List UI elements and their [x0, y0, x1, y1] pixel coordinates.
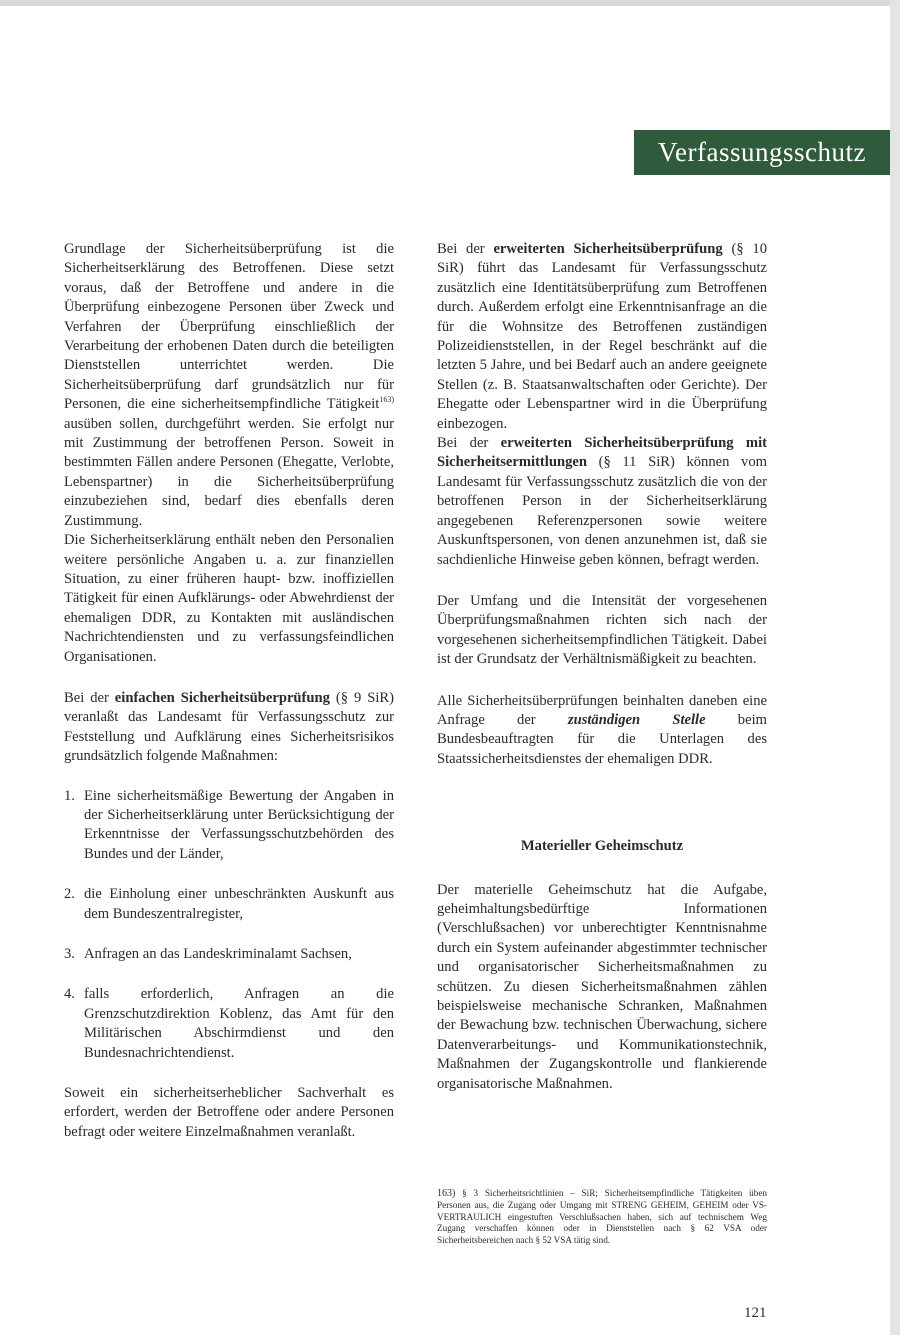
paragraph-erweiterte-pruefung: Bei der erweiterten Sicherheitsüberprüfung (§ 10 SiR) führt das Landesamt für Verfassungsschutz zusätzlich eine Identitätsüberprüfung zum Betroffenen durch. Außerdem erfolgt eine Erkenntnisanfrage an die für die Wohnsitze des Betroffenen zuständigen Polizeidienststellen, in der Regel beschränkt auf die letzten 5 Jahre, und bei Bedarf auch an andere geeignete Stellen (z. B. Staatsanwaltschaften oder Gerichte). Der Ehegatte oder Lebenspartner wird in die Überprüfung einbezogen.	[437, 241, 767, 432]
subheading-materieller-geheimschutz: Materieller Geheimschutz	[520, 838, 684, 855]
paragraph-sicherheitserklaerung: Grundlage der Sicherheitsüberprüfung ist die Sicherheitserklärung des Betroffenen. Diese setzt voraus, daß der Betroffene und andere in die Überprüfung einbezogene Personen über Zweck und Verfahren der Überprüfung einschließlich der Verarbeitung der erhobenen Daten durch die beteiligten Dienststellen unterrichtet werden. Die Sicherheitsüberprüfung darf grundsätzlich nur für Personen, die eine sicherheitsempfindliche Tätigkeit$^{163)}$ ausüben sollen, durchgeführt werden. Sie erfolgt nur mit Zustimmung der betroffenen Person. Soweit in bestimmten Fällen andere Personen (Ehegatte, Verlobte, Lebenspartner) in die Sicherheitsüberprüfung einzubeziehen sind, bedarf dies ebenfalls deren Zustimmung.	[64, 241, 394, 529]
paragraph-angaben: Die Sicherheitserklärung enthält neben den Personalien weitere persönliche Angaben u. a. zur finanziellen Situation, zu einer früheren haupt- bzw. inoffiziellen Tätigkeit für einen Aufklärungs- oder Abwehrdienst der ehemaligen DDR, zu Kontakten mit ausländischen Nachrichtendiensten und zu verfassungsfeindlichen Organisationen.	[64, 532, 394, 665]
page-number: 121	[744, 1305, 767, 1321]
paragraph-befragung: Soweit ein sicherheitserheblicher Sachverhalt es erfordert, werden der Betroffene oder andere Personen befragt oder weitere Einzelmaßnahmen veranlaßt.	[64, 1085, 394, 1140]
paragraph-materieller-geheimschutz: Der materielle Geheimschutz hat die Aufgabe, geheimhaltungsbedürftige Informationen (Verschlußsachen) vor unberechtigter Kenntnisnahme durch ein System aufeinander abgestimmter technischer und organisatorischer Sicherheitsmaßnahmen zu schützen. Zu diesen Sicherheitsmaßnahmen zählen beispielsweise mechanische Schranken, Maßnahmen der Bewachung bzw. technischen Überwachung, sichere Datenverarbeitungs- und Kommunikationstechnik, Maßnahmen der Zugangskontrolle und flankierende organisatorische Maßnahmen.	[437, 881, 767, 1092]
right-column	[437, 240, 767, 1094]
left-column	[64, 240, 394, 1142]
footnote-number: 163)	[437, 1188, 456, 1199]
list-item: 2. die Einholung einer unbeschränkten Auskunft aus dem Bundeszentralregister,	[64, 886, 394, 922]
footnote-text: § 3 Sicherheitsrichtlinien – SiR; Sicherheitsempfindliche Tätigkeiten üben Personen aus, die Zugang oder Umgang mit STRENG GEHEIM, GEHEIM oder VS-VERTRAULICH eingestuften Verschlußsachen haben, sich auf technischem Weg Zugang verschaffen können oder in Dienststellen nach § 62 VSA oder Sicherheitsbereichen nach § 52 VSA tätig sind.	[437, 1188, 767, 1246]
paragraph-sicherheitsermittlungen: Bei der erweiterten Sicherheitsüberprüfung mit Sicherheitsermittlungen (§ 11 SiR) können vom Landesamt für Verfassungsschutz zusätzlich die von der betroffenen Person in der Sicherheitserklärung angegebenen Referenzpersonen sowie weitere Auskunftspersonen, von denen anzunehmen ist, daß sie sachdienliche Hinweise geben können, befragt werden.	[437, 435, 767, 568]
footnote-reference: 163)	[379, 395, 394, 405]
section-title: Verfassungsschutz	[658, 137, 866, 167]
list-item: 1. Eine sicherheitsmäßige Bewertung der Angaben in der Sicherheitserklärung unter Berücksichtigung der Erkenntnisse der Verfassungsschutzbehörden des Bundes und der Länder,	[64, 787, 394, 862]
paragraph-einfache-pruefung: Bei der einfachen Sicherheitsüberprüfung (§ 9 SiR) veranlaßt das Landesamt für Verfassungsschutz zur Feststellung und Aufklärung eines Sicherheitsrisikos grundsätzlich folgende Maßnahmen:	[64, 689, 394, 765]
page-top-edge	[0, 0, 900, 6]
section-title-banner	[634, 130, 890, 175]
list-item: 3. Anfragen an das Landeskriminalamt Sachsen,	[64, 946, 352, 962]
paragraph-umfang: Der Umfang und die Intensität der vorgesehenen Überprüfungsmaßnahmen richten sich nach der vorgesehenen sicherheitsempfindlichen Tätigkeit. Dabei ist der Grundsatz der Verhältnismäßigkeit zu beachten.	[437, 592, 767, 668]
footnote	[437, 1188, 767, 1247]
list-item: 4. falls erforderlich, Anfragen an die Grenzschutzdirektion Koblenz, das Amt für den Militärischen Abschirmdienst und den Bundesnachrichtendienst.	[64, 986, 394, 1061]
paragraph-bstu-anfrage: Alle Sicherheitsüberprüfungen beinhalten daneben eine Anfrage der zuständigen Stelle beim Bundesbeauftragten für die Unterlagen des Staatssicherheitsdienstes der ehemaligen DDR.	[437, 692, 767, 767]
measures-list	[64, 787, 394, 1063]
page-right-edge	[890, 0, 900, 1335]
